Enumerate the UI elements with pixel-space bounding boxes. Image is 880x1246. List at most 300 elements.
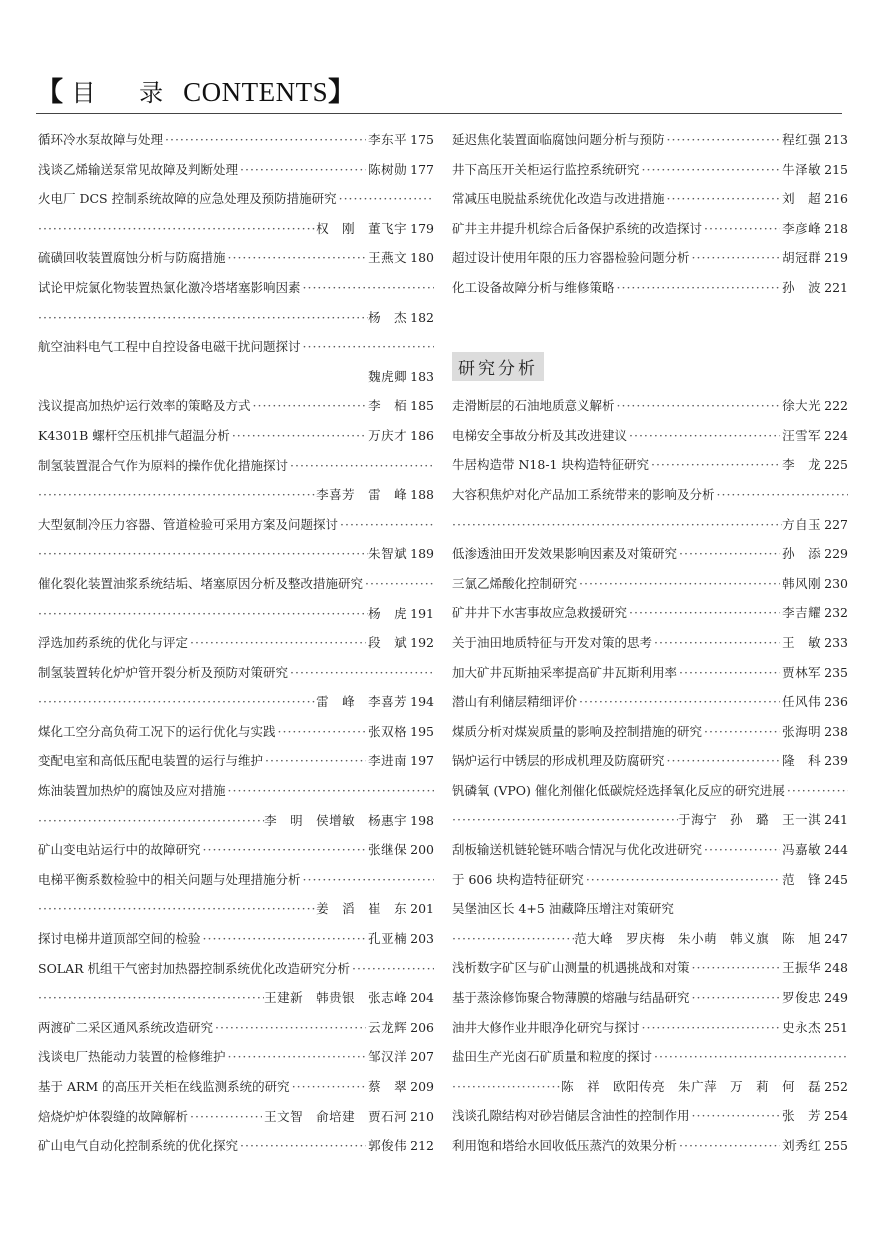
- entry-page-number: 186: [410, 427, 434, 443]
- leader-dots: [38, 606, 368, 621]
- entry-title: 走滑断层的石油地质意义解析: [452, 398, 615, 414]
- entry-title: 硫磺回收装置腐蚀分析与防腐措施: [38, 250, 226, 266]
- entry-page-number: 247: [824, 930, 848, 946]
- entry-page-number: 245: [824, 871, 848, 887]
- entry-page-number: 218: [824, 220, 848, 236]
- leader-dots: [679, 1138, 780, 1153]
- leader-dots: [352, 961, 434, 976]
- leader-dots: [679, 665, 780, 680]
- entry-page-number: 207: [410, 1049, 434, 1065]
- leader-dots: [38, 694, 316, 709]
- entry-page-number: 221: [824, 279, 848, 295]
- toc-entry[interactable]: [38, 663, 434, 693]
- leader-dots: [651, 457, 780, 472]
- entry-title: 浅析数字矿区与矿山测量的机遇挑战和对策: [452, 960, 690, 976]
- toc-entry[interactable]: [452, 1018, 848, 1048]
- entry-author: 徐大光: [782, 398, 822, 414]
- leader-dots: [215, 1020, 366, 1035]
- entry-page-number: 210: [410, 1108, 434, 1124]
- entry-page-number: 200: [410, 842, 434, 858]
- leader-dots: [704, 842, 780, 857]
- entry-author: 段 斌: [368, 635, 408, 651]
- toc-entry[interactable]: [452, 810, 848, 840]
- entry-author: 罗俊忠: [782, 990, 822, 1006]
- entry-author: 李吉耀: [782, 605, 822, 621]
- toc-entry[interactable]: [38, 1107, 434, 1137]
- entry-title: 延迟焦化装置面临腐蚀问题分析与预防: [452, 132, 665, 147]
- toc-entry[interactable]: [452, 396, 848, 426]
- entry-title: 矿井主井提升机综合后备保护系统的改造探讨: [452, 220, 703, 236]
- entry-author: 李 栢: [368, 398, 408, 414]
- entry-title: 三氯乙烯酸化控制研究: [452, 575, 578, 591]
- toc-entry[interactable]: [452, 899, 848, 929]
- toc-entry[interactable]: [452, 929, 848, 959]
- entry-title: K4301B 螺杆空压机排气超温分析: [38, 427, 230, 443]
- entry-title: 电梯安全事故分析及其改进建议: [452, 427, 628, 443]
- entry-author: 范大峰 罗庆梅 朱小萌 韩义旗 陈 旭: [574, 930, 822, 946]
- toc-entry[interactable]: [38, 278, 434, 308]
- entry-title: 基于蒸涂修饰聚合物薄膜的熔融与结晶研究: [452, 990, 690, 1006]
- leader-dots: [579, 694, 780, 709]
- entry-title: 关于油田地质特征与开发对策的思考: [452, 634, 653, 650]
- entry-title: 牛居构造带 N18-1 块构造特征研究: [452, 457, 649, 473]
- leader-dots: [240, 1138, 366, 1153]
- toc-entry[interactable]: [38, 1077, 434, 1107]
- entry-page-number: 225: [824, 457, 848, 473]
- entry-page-number: 195: [410, 723, 434, 739]
- leader-dots: [654, 1049, 848, 1064]
- leader-dots: [704, 724, 780, 739]
- entry-page-number: 204: [410, 990, 434, 1006]
- entry-page-number: 177: [410, 161, 434, 177]
- leader-dots: [617, 280, 781, 295]
- entry-author: 程红强: [782, 132, 822, 147]
- entry-author: 朱智斌: [368, 546, 408, 562]
- toc-entry[interactable]: [452, 781, 848, 811]
- entry-title: 浅谈电厂热能动力装置的检修维护: [38, 1049, 226, 1065]
- header-divider: [36, 113, 842, 114]
- entry-title: 低渗透油田开发效果影响因素及对策研究: [452, 546, 678, 562]
- leader-dots: [38, 901, 316, 916]
- leader-dots: [228, 783, 434, 798]
- entry-title: 加大矿井瓦斯抽采率提高矿井瓦斯利用率: [452, 664, 678, 680]
- toc-entry[interactable]: [452, 189, 848, 219]
- entry-title: 浮选加药系统的优化与评定: [38, 635, 189, 651]
- toc-entry[interactable]: [452, 574, 848, 604]
- entry-title: 变配电室和高低压配电装置的运行与维护: [38, 753, 264, 769]
- entry-author: 隆 科: [782, 753, 822, 769]
- title-open-bracket: 【: [36, 77, 64, 108]
- entry-author: 杨 虎: [368, 605, 408, 621]
- entry-author: 姜 滔 崔 东: [316, 901, 408, 917]
- entry-title: 超过设计使用年限的压力容器检验问题分析: [452, 250, 690, 266]
- entry-author: 刘 超: [782, 191, 822, 207]
- toc-entry[interactable]: [452, 751, 848, 781]
- entry-title: 煤质分析对煤炭质量的影响及控制措施的研究: [452, 723, 703, 739]
- leader-dots: [203, 842, 367, 857]
- title-english: CONTENTS: [183, 77, 329, 107]
- title-chinese: 目 录: [71, 79, 182, 107]
- entry-page-number: 197: [410, 753, 434, 769]
- toc-entry[interactable]: [38, 929, 434, 959]
- entry-page-number: 219: [824, 250, 848, 266]
- entry-page-number: 203: [410, 931, 434, 947]
- entry-title: 矿山电气自动化控制系统的优化探究: [38, 1138, 239, 1154]
- leader-dots: [38, 310, 368, 325]
- leader-dots: [692, 1108, 781, 1123]
- entry-title: 基于 ARM 的高压开关柜在线监测系统的研究: [38, 1079, 290, 1094]
- toc-entry[interactable]: [38, 722, 434, 752]
- toc-entry[interactable]: [452, 840, 848, 870]
- entry-author: 王 敏: [782, 634, 822, 650]
- leader-dots: [278, 724, 367, 739]
- entry-title: 于 606 块构造特征研究: [452, 871, 584, 887]
- entry-author: 孔亚楠: [368, 931, 408, 947]
- entry-title: 锅炉运行中锈层的形成机理及防腐研究: [452, 753, 665, 769]
- toc-entry[interactable]: [452, 455, 848, 485]
- toc-entry[interactable]: [38, 692, 434, 722]
- entry-title: 焙烧炉炉体裂缝的故障解析: [38, 1108, 189, 1124]
- entry-title: 油井大修作业井眼净化研究与探讨: [452, 1019, 640, 1035]
- entry-author: 陈 祥 欧阳传亮 朱广萍 万 莉 何 磊: [561, 1078, 822, 1094]
- toc-entry[interactable]: [452, 544, 848, 574]
- entry-page-number: 182: [410, 309, 434, 325]
- toc-entry[interactable]: [38, 1047, 434, 1077]
- entry-author: 云龙辉: [368, 1019, 408, 1035]
- entry-page-number: 209: [410, 1079, 434, 1094]
- entry-title: 常减压电脱盐系统优化改造与改进措施: [452, 191, 665, 207]
- entry-title: 潜山有利储层精细评价: [452, 694, 578, 710]
- entry-page-number: 233: [824, 634, 848, 650]
- entry-author: 雷 峰 李喜芳: [316, 694, 408, 710]
- toc-entry[interactable]: [452, 1136, 848, 1166]
- entry-page-number: 215: [824, 161, 848, 177]
- entry-page-number: 191: [410, 605, 434, 621]
- toc-right-bottom-list: [452, 396, 848, 1165]
- toc-entry[interactable]: [452, 988, 848, 1018]
- entry-author: 万庆才: [368, 427, 408, 443]
- entry-title: 浅谈孔隙结构对砂岩储层含油性的控制作用: [452, 1108, 690, 1124]
- entry-title: 化工设备故障分析与维修策略: [452, 279, 615, 295]
- section-title: 研究分析: [452, 352, 544, 381]
- toc-entry[interactable]: [38, 308, 434, 338]
- leader-dots: [654, 635, 780, 650]
- toc-entry[interactable]: [452, 633, 848, 663]
- entry-title: 火电厂 DCS 控制系统故障的应急处理及预防措施研究: [38, 191, 337, 207]
- toc-entry[interactable]: [38, 1136, 434, 1166]
- toc-entry[interactable]: [38, 426, 434, 456]
- entry-title: 利用饱和塔给水回收低压蒸汽的效果分析: [452, 1138, 678, 1153]
- leader-dots: [190, 1109, 262, 1124]
- entry-page-number: 206: [410, 1019, 434, 1035]
- toc-entry[interactable]: [452, 160, 848, 190]
- entry-page-number: 229: [824, 546, 848, 562]
- entry-title: 大容积焦炉对化产品加工系统带来的影响及分析: [452, 486, 715, 502]
- leader-dots: [303, 339, 434, 354]
- toc-entry[interactable]: [452, 1106, 848, 1136]
- leader-dots: [232, 428, 366, 443]
- entry-page-number: 194: [410, 694, 434, 710]
- leader-dots: [667, 191, 781, 206]
- entry-author: 陈树勋: [368, 161, 408, 177]
- entry-page-number: 244: [824, 842, 848, 858]
- leader-dots: [228, 250, 367, 265]
- entry-page-number: 230: [824, 575, 848, 591]
- entry-page-number: 239: [824, 753, 848, 769]
- toc-entry[interactable]: [38, 396, 434, 426]
- toc-entry[interactable]: [38, 485, 434, 515]
- leader-dots: [692, 990, 781, 1005]
- entry-author: 韩风刚: [782, 575, 822, 591]
- entry-title: 矿井井下水害事故应急救援研究: [452, 605, 628, 621]
- entry-author: 冯嘉敏: [782, 842, 822, 858]
- entry-page-number: 252: [824, 1078, 848, 1094]
- leader-dots: [642, 162, 781, 177]
- leader-dots: [240, 162, 366, 177]
- toc-entry[interactable]: [452, 722, 848, 752]
- toc-entry[interactable]: [452, 278, 848, 308]
- toc-entry[interactable]: [452, 1077, 848, 1107]
- leader-dots: [38, 221, 316, 236]
- entry-author: 李喜芳 雷 峰: [316, 487, 408, 503]
- entry-title: 钒磷氧 (VPO) 催化剂催化低碳烷烃选择氧化反应的研究进展: [452, 782, 785, 798]
- leader-dots: [339, 191, 434, 206]
- toc-entry[interactable]: [38, 781, 434, 811]
- leader-dots: [452, 517, 782, 532]
- leader-dots: [290, 665, 434, 680]
- toc-entry[interactable]: [38, 189, 434, 219]
- entry-page-number: 188: [410, 487, 434, 503]
- leader-dots: [586, 872, 780, 887]
- toc-entry[interactable]: [452, 485, 848, 515]
- page-title: [36, 70, 356, 109]
- toc-entry[interactable]: [452, 219, 848, 249]
- toc-entry[interactable]: [38, 604, 434, 634]
- entry-author: 张海明: [782, 723, 822, 739]
- toc-entry[interactable]: [452, 248, 848, 278]
- leader-dots: [692, 250, 781, 265]
- entry-title: 矿山变电站运行中的故障研究: [38, 842, 201, 858]
- entry-author: 范 锋: [782, 871, 822, 887]
- entry-author: 刘秀红: [782, 1138, 822, 1153]
- toc-entry[interactable]: [38, 574, 434, 604]
- entry-author: 王燕文: [368, 250, 408, 266]
- entry-title: 航空油料电气工程中自控设备电磁干扰问题探讨: [38, 339, 301, 355]
- leader-dots: [617, 398, 781, 413]
- entry-title: 大型氨制冷压力容器、管道检验可采用方案及问题探讨: [38, 516, 339, 532]
- leader-dots: [365, 576, 434, 591]
- leader-dots: [38, 813, 264, 828]
- entry-page-number: 227: [824, 516, 848, 532]
- toc-right-column: [452, 130, 848, 1166]
- entry-author: 牛泽敏: [782, 161, 822, 177]
- leader-dots: [692, 960, 781, 975]
- leader-dots: [629, 605, 780, 620]
- entry-title: 制氢装置混合气作为原料的操作优化措施探讨: [38, 457, 289, 473]
- toc-entry[interactable]: [38, 130, 434, 160]
- entry-title: 两渡矿二采区通风系统改造研究: [38, 1019, 214, 1035]
- toc-entry[interactable]: [452, 426, 848, 456]
- entry-author: 李 明 侯增敏 杨惠宇: [264, 812, 408, 828]
- toc-entry[interactable]: [38, 248, 434, 278]
- toc-entry[interactable]: [452, 692, 848, 722]
- entry-author: 汪雪军: [782, 427, 822, 443]
- toc-entry[interactable]: [38, 367, 434, 397]
- section-gap: [452, 308, 848, 338]
- entry-page-number: 216: [824, 191, 848, 207]
- entry-author: 李东平: [368, 132, 408, 147]
- leader-dots: [290, 458, 434, 473]
- entry-author: 王振华: [782, 960, 822, 976]
- entry-title: 炼油装置加热炉的腐蚀及应对措施: [38, 783, 226, 799]
- toc-entry[interactable]: [38, 811, 434, 841]
- leader-dots: [253, 398, 367, 413]
- toc-entry[interactable]: [38, 899, 434, 929]
- leader-dots: [303, 280, 434, 295]
- entry-author: 张 芳: [782, 1108, 822, 1124]
- leader-dots: [228, 1049, 367, 1064]
- toc-entry[interactable]: [452, 515, 848, 545]
- toc-entry[interactable]: [38, 219, 434, 249]
- leader-dots: [452, 1079, 561, 1094]
- entry-author: 史永杰: [782, 1019, 822, 1035]
- leader-dots: [787, 783, 848, 798]
- entry-page-number: 192: [410, 635, 434, 651]
- section-heading: [452, 337, 848, 396]
- leader-dots: [642, 1020, 781, 1035]
- entry-author: 贾林军: [782, 664, 822, 680]
- leader-dots: [340, 517, 434, 532]
- entry-title: SOLAR 机组干气密封加热器控制系统优化改造研究分析: [38, 960, 351, 976]
- entry-author: 方自玉: [782, 516, 822, 532]
- title-close-bracket: 】: [328, 77, 356, 108]
- entry-author: 胡冠群: [782, 250, 822, 266]
- entry-author: 李进南: [368, 753, 408, 769]
- entry-title: 试论甲烷氯化物装置热氯化激冷塔堵塞影响因素: [38, 279, 301, 295]
- leader-dots: [667, 753, 781, 768]
- entry-title: 探讨电梯井道顶部空间的检验: [38, 931, 201, 947]
- toc-entry[interactable]: [452, 1047, 848, 1077]
- entry-author: 李彦峰: [782, 220, 822, 236]
- toc-entry[interactable]: [38, 751, 434, 781]
- toc-right-top-list: [452, 130, 848, 308]
- toc-entry[interactable]: [452, 603, 848, 633]
- entry-title: 煤化工空分高负荷工况下的运行优化与实践: [38, 723, 276, 739]
- entry-author: 王建新 韩贵银 张志峰: [264, 990, 408, 1006]
- entry-page-number: 212: [410, 1138, 434, 1154]
- leader-dots: [38, 990, 264, 1005]
- toc-entry[interactable]: [38, 988, 434, 1018]
- entry-page-number: 183: [410, 368, 434, 384]
- entry-author: 任风伟: [782, 694, 822, 710]
- toc-entry[interactable]: [38, 337, 434, 367]
- entry-author: 张继保: [368, 842, 408, 858]
- toc-entry[interactable]: [38, 1018, 434, 1048]
- entry-page-number: 251: [824, 1019, 848, 1035]
- entry-page-number: 255: [824, 1138, 848, 1153]
- leader-dots: [667, 132, 781, 147]
- leader-dots: [303, 872, 434, 887]
- toc-entry[interactable]: [38, 456, 434, 486]
- leader-dots: [717, 487, 848, 502]
- entry-page-number: 224: [824, 427, 848, 443]
- toc-entry[interactable]: [38, 959, 434, 989]
- leader-dots: [165, 132, 366, 147]
- entry-page-number: 185: [410, 398, 434, 414]
- toc-entry[interactable]: [452, 870, 848, 900]
- entry-author: 王文智 俞培建 贾石河: [264, 1108, 408, 1124]
- entry-author: 蔡 翠: [368, 1079, 408, 1094]
- toc-entry[interactable]: [38, 840, 434, 870]
- entry-title: 电梯平衡系数检验中的相关问题与处理措施分析: [38, 871, 301, 887]
- toc-entry[interactable]: [452, 130, 848, 160]
- entry-title: 刮板输送机链轮链环啮合情况与优化改进研究: [452, 842, 703, 858]
- entry-page-number: 238: [824, 723, 848, 739]
- entry-page-number: 198: [410, 812, 434, 828]
- entry-author: 于海宁 孙 璐 王一淇: [678, 812, 822, 828]
- toc-entry[interactable]: [38, 544, 434, 574]
- entry-title: 催化裂化装置油浆系统结垢、堵塞原因分析及整改措施研究: [38, 575, 364, 591]
- entry-author: 邹汉洋: [368, 1049, 408, 1065]
- entry-page-number: 180: [410, 250, 434, 266]
- entry-title: 循环冷水泵故障与处理: [38, 132, 164, 147]
- entry-title: 制氢装置转化炉炉管开裂分析及预防对策研究: [38, 664, 289, 680]
- entry-author: 张双格: [368, 723, 408, 739]
- entry-author: 郭俊伟: [368, 1138, 408, 1154]
- leader-dots: [452, 812, 678, 827]
- toc-entry[interactable]: [452, 663, 848, 693]
- toc-entry[interactable]: [38, 515, 434, 545]
- entry-author: 孙 波: [782, 279, 822, 295]
- toc-entry[interactable]: [452, 958, 848, 988]
- toc-entry[interactable]: [38, 633, 434, 663]
- leader-dots: [265, 753, 366, 768]
- entry-page-number: 236: [824, 694, 848, 710]
- entry-page-number: 241: [824, 812, 848, 828]
- leader-dots: [38, 546, 368, 561]
- entry-page-number: 248: [824, 960, 848, 976]
- entry-title: 吴堡油区长 4+5 油藏降压增注对策研究: [452, 901, 674, 917]
- leader-dots: [452, 931, 574, 946]
- toc-entry[interactable]: [38, 160, 434, 190]
- leader-dots: [203, 931, 367, 946]
- entry-title: 井下高压开关柜运行监控系统研究: [452, 161, 640, 177]
- toc-entry[interactable]: [38, 870, 434, 900]
- entry-page-number: 254: [824, 1108, 848, 1124]
- leader-dots: [579, 576, 780, 591]
- leader-dots: [38, 487, 316, 502]
- entry-page-number: 213: [824, 132, 848, 147]
- entry-title: 浅议提高加热炉运行效率的策略及方式: [38, 398, 251, 414]
- entry-title: 浅谈乙烯输送泵常见故障及判断处理: [38, 161, 239, 177]
- entry-title: 盐田生产光卤石矿质量和粒度的探讨: [452, 1049, 653, 1065]
- entry-page-number: 189: [410, 546, 434, 562]
- entry-page-number: 201: [410, 901, 434, 917]
- entry-page-number: 232: [824, 605, 848, 621]
- entry-author: 魏虎卿: [368, 368, 408, 384]
- entry-author: 杨 杰: [368, 309, 408, 325]
- leader-dots: [190, 635, 366, 650]
- leader-dots: [704, 221, 780, 236]
- entry-page-number: 179: [410, 220, 434, 236]
- leader-dots: [292, 1079, 366, 1094]
- entry-author: 孙 添: [782, 546, 822, 562]
- entry-page-number: 235: [824, 664, 848, 680]
- entry-page-number: 175: [410, 132, 434, 147]
- entry-author: 李 龙: [782, 457, 822, 473]
- leader-dots: [679, 546, 780, 561]
- entry-page-number: 222: [824, 398, 848, 414]
